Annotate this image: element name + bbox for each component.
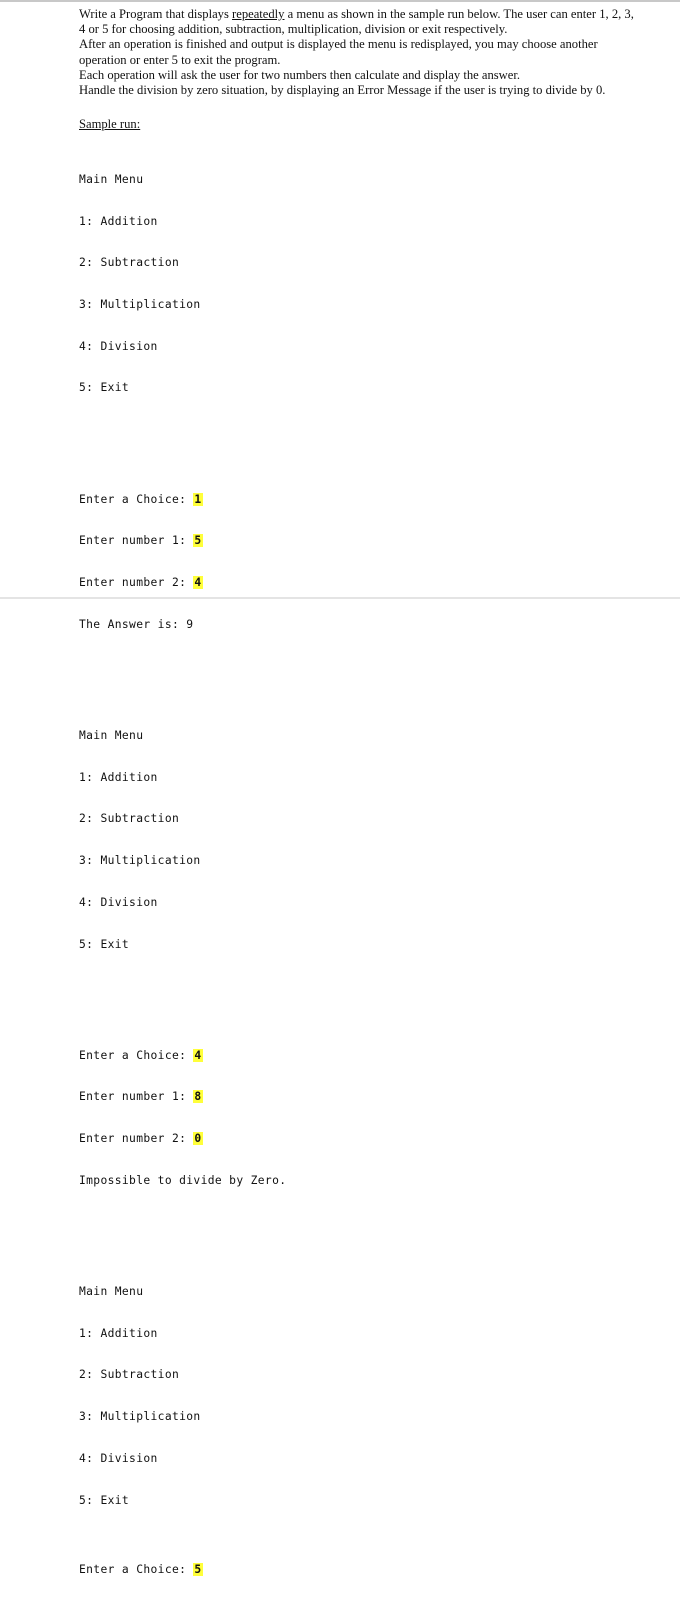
instruction-paragraph-1 [79,7,639,37]
choice-line [79,493,639,507]
number1-line [79,1090,639,1104]
instructions [79,7,639,98]
prompt-text: Enter a Choice: [79,492,194,506]
highlighted-input: 5 [194,1563,202,1577]
sample-run-title: Sample run: [79,117,141,132]
choice-line [79,1563,639,1577]
menu-item-subtraction: 2: Subtraction [79,1368,180,1382]
menu-item-multiplication: 3: Multiplication [79,854,201,868]
blank-line [79,979,639,993]
instruction-text: a menu as shown in the sample run below. The user can enter 1, 2, 3, 4 or 5 for choosing addition, subtraction, multiplication, division or exit respectively. [79,7,634,37]
blank-line [79,659,639,673]
instruction-paragraph-3: Each operation will ask the user for two numbers then calculate and display the answer. [79,67,520,82]
number1-line [79,534,639,548]
number2-line [79,576,639,590]
error-message-line: Impossible to divide by Zero. [79,1173,287,1187]
prompt-text: Enter number 2: [79,576,194,590]
menu-item-subtraction: 2: Subtraction [79,812,180,826]
menu-title: Main Menu [79,729,144,742]
prompt-text: Enter number 2: [79,1132,194,1146]
number2-line [79,1132,639,1146]
menu-title: Main Menu [79,1285,144,1299]
menu-item-multiplication: 3: Multiplication [79,298,201,312]
menu-item-exit: 5: Exit [79,1493,130,1507]
choice-line [79,1049,639,1063]
menu-item-addition: 1: Addition [79,770,158,784]
menu-item-addition: 1: Addition [79,1326,158,1340]
prompt-text: Enter a Choice: [79,1563,194,1577]
highlighted-input: 0 [194,1132,202,1146]
blank-line [79,423,639,437]
highlighted-input: 4 [194,1048,202,1062]
menu-item-division: 4: Division [79,1451,158,1465]
highlighted-input: 5 [194,534,202,548]
prompt-text: Enter number 1: [79,1090,194,1104]
menu-item-multiplication: 3: Multiplication [79,1410,201,1424]
menu-item-exit: 5: Exit [79,937,130,951]
highlighted-input: 4 [194,576,202,590]
instruction-paragraph-2: After an operation is finished and output is displayed the menu is redisplayed, you may choose another operation or enter 5 to exit the program. [79,37,598,67]
instruction-paragraph-4: Handle the division by zero situation, by displaying an Error Message if the user is trying to divide by 0. [79,83,606,98]
highlighted-input: 1 [194,492,202,506]
menu-item-division: 4: Division [79,339,158,353]
instruction-text: Write a Program that displays [79,7,233,21]
blank-line [79,1216,639,1230]
prompt-text: Enter number 1: [79,534,194,548]
document-page [79,7,639,1605]
menu-item-addition: 1: Addition [79,214,158,228]
sample-run-output [79,131,639,1605]
highlighted-input: 8 [194,1090,202,1104]
menu-item-division: 4: Division [79,895,158,909]
underlined-word: repeatedly [232,7,285,21]
menu-title: Main Menu [79,172,144,186]
menu-item-exit: 5: Exit [79,381,130,395]
prompt-text: Enter a Choice: [79,1048,194,1062]
result-line: The Answer is: 9 [79,617,194,631]
page-bottom-divider [0,597,680,599]
menu-item-subtraction: 2: Subtraction [79,256,180,270]
